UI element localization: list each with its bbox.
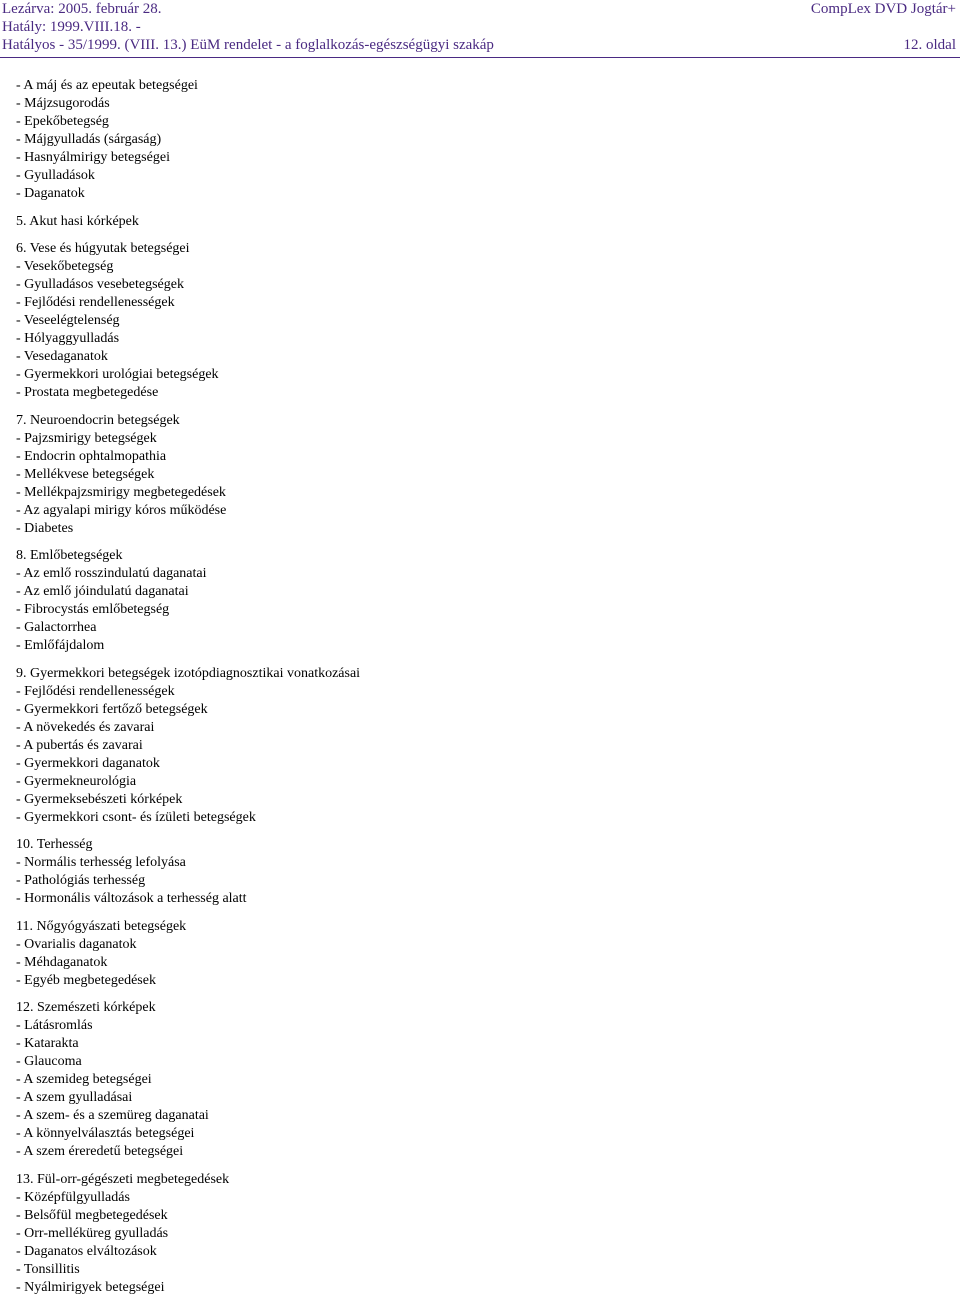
list-item: - A növekedés és zavarai: [16, 719, 155, 735]
list-item: - Májgyulladás (sárgaság): [16, 132, 162, 147]
section: [16, 1171, 946, 1297]
list-item: - A szem- és a szemüreg daganatai: [16, 1108, 209, 1123]
list-item: - Vesedaganatok: [16, 349, 108, 364]
list-item: - A szem gyulladásai: [16, 1090, 133, 1105]
list-item: - Endocrin ophtalmopathia: [16, 448, 167, 464]
list-item: - Gyulladásos vesebetegségek: [16, 277, 184, 292]
section-heading: 5. Akut hasi kórképek: [16, 213, 139, 229]
list-item: - Normális terhesség lefolyása: [16, 855, 186, 870]
list-item: - Nyálmirigyek betegségei: [16, 1279, 165, 1295]
list-item: - Prostata megbetegedése: [16, 385, 159, 400]
list-item: - Látásromlás: [16, 1018, 93, 1033]
list-item: - Gyermekneurológia: [16, 773, 137, 789]
list-item: - Belsőfül megbetegedések: [16, 1207, 168, 1223]
section-heading: 13. Fül-orr-gégészeti megbetegedések: [16, 1171, 230, 1187]
list-item: - Tonsillitis: [16, 1261, 80, 1277]
section-heading: 7. Neuroendocrin betegségek: [16, 412, 180, 428]
closing-date: Lezárva: 2005. február 28.: [2, 1, 162, 17]
page-number: 12. oldal: [903, 37, 956, 53]
section-heading: 11. Nőgyógyászati betegségek: [16, 918, 187, 934]
list-item: - Glaucoma: [16, 1054, 82, 1069]
list-item: - Daganatok: [16, 186, 85, 201]
list-item: - Hormonális változások a terhesség alatt: [16, 891, 247, 906]
list-item: - A máj és az epeutak betegségei: [16, 78, 198, 93]
list-item: - Hólyaggyulladás: [16, 331, 120, 346]
section: [16, 999, 946, 1161]
page-header: [0, 0, 960, 60]
section: [16, 665, 946, 827]
section-heading: 8. Emlőbetegségek: [16, 548, 123, 563]
section-heading: 9. Gyermekkori betegségek izotópdiagnosztikai vonatkozásai: [16, 665, 361, 681]
list-item: - Fejlődési rendellenességek: [16, 683, 175, 699]
list-item: - Ovarialis daganatok: [16, 936, 137, 952]
section: [16, 547, 946, 655]
list-item: - Pajzsmirigy betegségek: [16, 430, 157, 446]
list-item: - A könnyelválasztás betegségei: [16, 1126, 195, 1141]
list-item: - Hasnyálmirigy betegségei: [16, 150, 170, 165]
list-item: - Mellékvese betegségek: [16, 466, 155, 482]
section: [16, 836, 946, 908]
list-item: - Az agyalapi mirigy kóros működése: [16, 502, 227, 518]
list-item: - Katarakta: [16, 1036, 79, 1051]
section: [16, 213, 946, 231]
product-name: CompLex DVD Jogtár+: [810, 1, 956, 17]
effect-date: Hatály: 1999.VIII.18. -: [2, 19, 141, 35]
header-left: [2, 0, 494, 54]
list-item: - Egyéb megbetegedések: [16, 972, 156, 988]
list-item: - Veseelégtelenség: [16, 313, 120, 328]
list-item: - Galactorrhea: [16, 620, 97, 635]
list-item: - Fejlődési rendellenességek: [16, 295, 175, 310]
list-item: - A pubertás és zavarai: [16, 737, 143, 753]
list-item: - Gyermekkori daganatok: [16, 755, 160, 771]
section: [16, 412, 946, 538]
list-item: - Pathológiás terhesség: [16, 873, 146, 888]
list-item: - Gyermekkori urológiai betegségek: [16, 367, 219, 382]
list-item: - Gyulladások: [16, 168, 95, 183]
header-divider: [0, 57, 960, 58]
list-item: - Daganatos elváltozások: [16, 1243, 157, 1259]
section-heading: 12. Szemészeti kórképek: [16, 1000, 156, 1015]
list-item: - A szem éreredetű betegségei: [16, 1144, 184, 1159]
document-body: [16, 77, 946, 1306]
list-item: - Gyermeksebészeti kórképek: [16, 791, 183, 807]
list-item: - Az emlő rosszindulatú daganatai: [16, 566, 207, 581]
section-heading: 6. Vese és húgyutak betegségei: [16, 241, 190, 256]
section-heading: 10. Terhesség: [16, 837, 93, 852]
list-item: - Az emlő jóindulatú daganatai: [16, 584, 189, 599]
document-title: Hatályos - 35/1999. (VIII. 13.) EüM rendelet - a foglalkozás-egészségügyi szakáp: [2, 37, 494, 53]
list-item: - Fibrocystás emlőbetegség: [16, 602, 170, 617]
list-item: - Középfülgyulladás: [16, 1189, 130, 1205]
list-item: - Gyermekkori fertőző betegségek: [16, 701, 208, 717]
list-item: - Gyermekkori csont- és ízületi betegségek: [16, 809, 256, 825]
list-item: - Diabetes: [16, 520, 74, 536]
list-item: - A szemideg betegségei: [16, 1072, 152, 1087]
list-item: - Emlőfájdalom: [16, 638, 105, 653]
section: [16, 77, 946, 203]
list-item: - Vesekőbetegség: [16, 259, 114, 274]
section: [16, 918, 946, 990]
list-item: - Mellékpajzsmirigy megbetegedések: [16, 484, 226, 500]
section: [16, 240, 946, 402]
list-item: - Epekőbetegség: [16, 114, 109, 129]
list-item: - Orr-melléküreg gyulladás: [16, 1225, 169, 1241]
list-item: - Májzsugorodás: [16, 96, 110, 111]
list-item: - Méhdaganatok: [16, 954, 108, 970]
